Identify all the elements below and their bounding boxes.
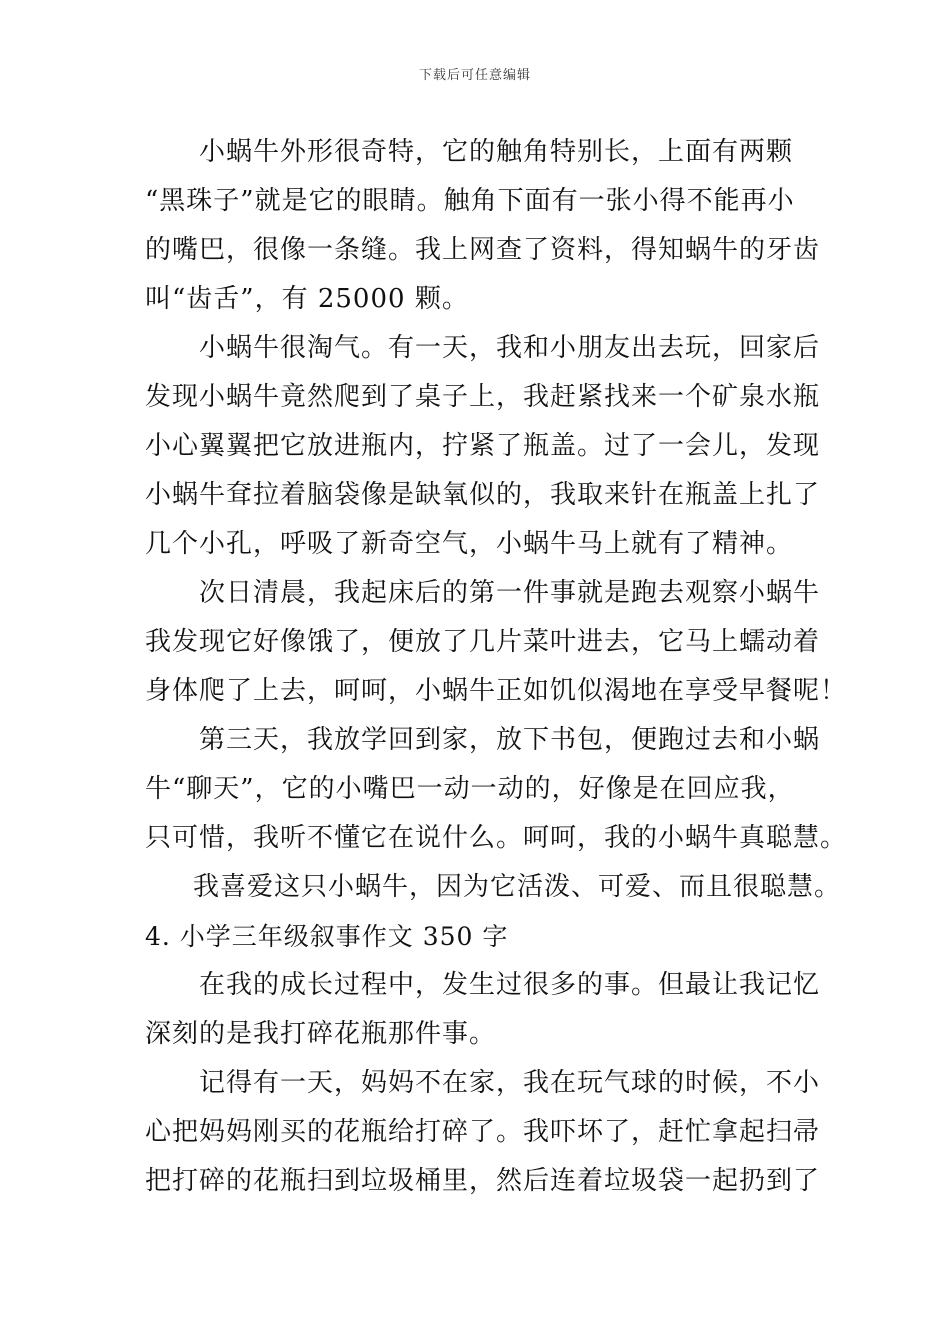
paragraph-line: 小蜗牛很淘气。有一天，我和小朋友出去玩，回家后	[199, 333, 821, 363]
paragraph-line: 几个小孔，呼吸了新奇空气，小蜗牛马上就有了精神。	[145, 529, 794, 559]
paragraph-line: 叫“齿舌”，有 25000 颗。	[145, 284, 469, 314]
paragraph-line: 把打碎的花瓶扫到垃圾桶里，然后连着垃圾袋一起扔到了	[145, 1166, 821, 1196]
paragraph-line: 我喜爱这只小蜗牛，因为它活泼、可爱、而且很聪慧。	[193, 872, 842, 902]
paragraph-line: 我发现它好像饿了，便放了几片菜叶进去，它马上蠕动着	[145, 627, 821, 657]
paragraph-line: 深刻的是我打碎花瓶那件事。	[145, 1019, 497, 1049]
paragraph-line: 小蜗牛耷拉着脑袋像是缺氧似的，我取来针在瓶盖上扎了	[145, 480, 821, 510]
paragraph-line: 心把妈妈刚买的花瓶给打碎了。我吓坏了，赶忙拿起扫帚	[145, 1117, 821, 1147]
paragraph-line: 牛“聊天”，它的小嘴巴一动一动的，好像是在回应我，	[145, 774, 795, 804]
paragraph-line: 只可惜，我听不懂它在说什么。呵呵，我的小蜗牛真聪慧。	[145, 823, 848, 853]
document-body	[145, 128, 848, 1206]
paragraph-line: 的嘴巴，很像一条缝。我上网查了资料，得知蜗牛的牙齿	[145, 235, 821, 265]
paragraph-line: 第三天，我放学回到家，放下书包，便跑过去和小蜗	[199, 725, 821, 755]
paragraph-line: 次日清晨，我起床后的第一件事就是跑去观察小蜗牛	[199, 578, 821, 608]
paragraph-line: 发现小蜗牛竟然爬到了桌子上，我赶紧找来一个矿泉水瓶	[145, 382, 821, 412]
paragraph-line: 小心翼翼把它放进瓶内，拧紧了瓶盖。过了一会儿，发现	[145, 431, 821, 461]
paragraph-line: 记得有一天，妈妈不在家，我在玩气球的时候，不小	[199, 1068, 821, 1098]
paragraph-line: 在我的成长过程中，发生过很多的事。但最让我记忆	[199, 970, 821, 1000]
page-header-note: 下载后可任意编辑	[418, 68, 531, 83]
paragraph-line: 身体爬了上去，呵呵，小蜗牛正如饥似渴地在享受早餐呢！	[145, 676, 848, 706]
paragraph-line: “黑珠子”就是它的眼睛。触角下面有一张小得不能再小	[145, 186, 795, 216]
paragraph-line: 小蜗牛外形很奇特，它的触角特别长，上面有两颗	[199, 137, 794, 167]
section-heading: 4. 小学三年级叙事作文 350 字	[145, 922, 509, 951]
